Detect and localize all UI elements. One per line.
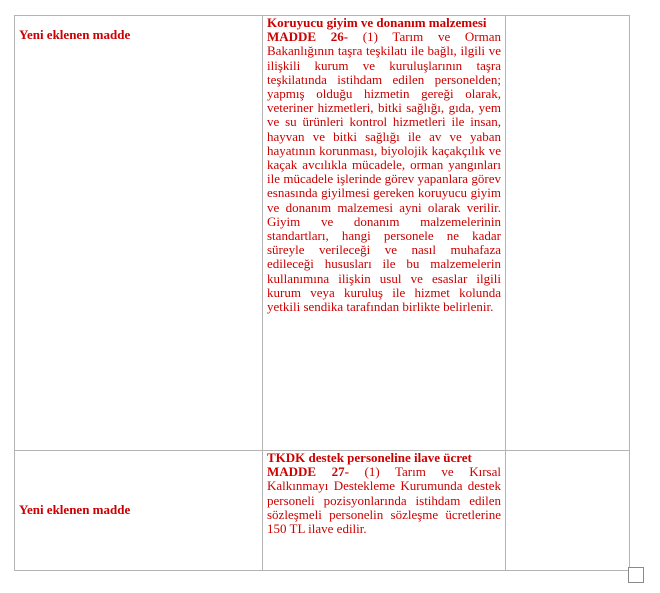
- change-type-label: Yeni eklenen madde: [19, 27, 131, 42]
- article-body: [267, 30, 501, 314]
- article-title: TKDK destek personeline ilave ücret: [267, 450, 472, 465]
- article-body: [267, 465, 501, 536]
- article-number: MADDE 27-: [267, 464, 349, 480]
- table-row: [15, 16, 630, 451]
- table-resize-handle[interactable]: [628, 567, 644, 583]
- article-cell: [263, 451, 506, 571]
- note-cell: [506, 451, 630, 571]
- article-text: (1) Tarım ve Orman Bakanlığının taşra teşkilatı ile bağlı, ilgili ve ilişkili kurum ve kuruluşlarının taşra teşkilatında istihdam edilen personelden; yapmış olduğu hizmetin gereği olarak, veteriner hizmetleri, bitki sağlığı, gıda, yem ve su ürünleri kontrol hizmetleri ile insan, hayvan ve bitki sağlığı ile av ve yaban hayatının korunması, biyolojik kaçakçılık ve kaçak avcılıkla mücadele, orman yangınları ile mücadele işlerinde görev yapanlara görev esnasında giyilmesi gereken koruyucu giyim ve donanım malzemesi ayni olarak verilir. Giyim ve donanım malzemelerinin standartları, hangi personele ne kadar süreyle verileceği ve nasıl muhafaza edileceği hususları ile bu malzemelerin kullanımına ilişkin usul ve esaslar ilgili kurum veya kuruluş ile hizmet kolunda yetkili sendika tarafından birlikte belirlenir.: [267, 29, 501, 315]
- change-type-cell: [15, 16, 263, 451]
- article-cell: [263, 16, 506, 451]
- change-type-label: Yeni eklenen madde: [19, 502, 131, 518]
- article-title: Koruyucu giyim ve donanım malzemesi: [267, 15, 487, 30]
- document-table: [14, 15, 630, 571]
- change-type-cell: [15, 451, 263, 571]
- table-row: [15, 451, 630, 571]
- article-text: (1) Tarım ve Kırsal Kalkınmayı Destekleme Kurumunda destek personeli pozisyonlarında istihdam edilen sözleşmeli personelin sözleşme ücretlerine 150 TL ilave edilir.: [267, 464, 501, 537]
- article-number: MADDE 26-: [267, 29, 349, 45]
- note-cell: [506, 16, 630, 451]
